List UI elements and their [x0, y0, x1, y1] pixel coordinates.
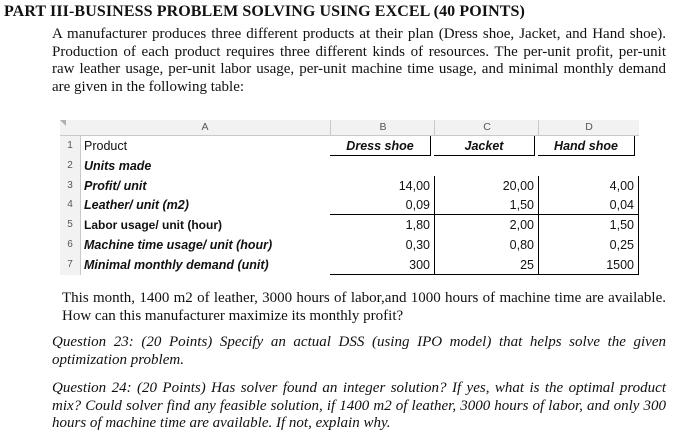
column-header-a[interactable]: A [80, 120, 330, 136]
section-title: PART III-BUSINESS PROBLEM SOLVING USING EXCEL (40 POINTS) [4, 3, 525, 20]
cell-c7[interactable]: 25 [434, 255, 539, 275]
row-number[interactable]: 1 [60, 136, 81, 156]
cell-b3[interactable]: 14,00 [330, 176, 435, 196]
cell-d6[interactable]: 0,25 [538, 235, 639, 255]
cell-b2[interactable] [330, 156, 434, 176]
table-row [60, 255, 638, 275]
table-row [60, 136, 638, 156]
table-row [60, 215, 638, 235]
column-header-c[interactable]: C [434, 120, 539, 136]
row-number[interactable]: 3 [60, 176, 81, 196]
row-number[interactable]: 2 [60, 156, 81, 176]
table-row [60, 176, 638, 196]
table-row [60, 156, 638, 176]
cell-a3[interactable]: Profit/ unit [84, 178, 147, 193]
cell-c3[interactable]: 20,00 [434, 176, 539, 196]
cell-d2[interactable] [538, 156, 638, 176]
row-number[interactable]: 4 [60, 195, 81, 215]
question-24: Question 24: (20 Points) Has solver found an integer solution? If yes, what is the optimal product mix? Could solver find any feasible solution, if 1400 m2 of leather, 3000 hours of labor, and only 300 hours of machine time are available. If not, explain why. [52, 380, 666, 431]
cell-a2[interactable]: Units made [84, 158, 152, 173]
cell-b4[interactable]: 0,09 [330, 195, 435, 215]
cell-b6[interactable]: 0,30 [330, 235, 435, 255]
row-number[interactable]: 6 [60, 235, 81, 255]
intro-paragraph: A manufacturer produces three different products at their plan (Dress shoe, Jacket, and Hand shoe). Production of each product requires three different kinds of resources. The per-unit profit, per-unit raw leather usage, per-unit labor usage, per-unit machine time usage, and minimal monthly demand are given in the following table: [52, 26, 666, 95]
cell-a4[interactable]: Leather/ unit (m2) [84, 198, 189, 213]
cell-d7[interactable]: 1500 [538, 255, 639, 275]
row-number[interactable]: 5 [60, 215, 81, 235]
cell-b7[interactable]: 300 [330, 255, 435, 275]
cell-a1[interactable]: Product [84, 139, 128, 153]
cell-d4[interactable]: 0,04 [538, 195, 639, 215]
cell-a7[interactable]: Minimal monthly demand (unit) [84, 257, 269, 272]
cell-d1[interactable]: Hand shoe [538, 136, 635, 156]
column-header-d[interactable]: D [538, 120, 639, 136]
cell-c1[interactable]: Jacket [434, 136, 535, 156]
cell-d5[interactable]: 1,50 [538, 215, 639, 235]
row-number[interactable]: 7 [60, 255, 81, 275]
select-all-corner[interactable] [60, 120, 81, 136]
cell-c2[interactable] [434, 156, 538, 176]
column-header-b[interactable]: B [330, 120, 435, 136]
cell-d3[interactable]: 4,00 [538, 176, 639, 196]
cell-c6[interactable]: 0,80 [434, 235, 539, 255]
cell-c5[interactable]: 2,00 [434, 215, 539, 235]
cell-b5[interactable]: 1,80 [330, 215, 435, 235]
cell-a6[interactable]: Machine time usage/ unit (hour) [84, 237, 273, 252]
context-paragraph: This month, 1400 m2 of leather, 3000 hours of labor,and 1000 hours of machine time are available. How can this manufacturer maximize its monthly profit? [62, 290, 666, 324]
cell-c4[interactable]: 1,50 [434, 195, 539, 215]
question-23: Question 23: (20 Points) Specify an actual DSS (using IPO model) that helps solve the given optimization problem. [52, 334, 666, 368]
table-row [60, 195, 638, 215]
cell-b1[interactable]: Dress shoe [330, 136, 431, 156]
table-row [60, 235, 638, 255]
cell-a5[interactable]: Labor usage/ unit (hour) [84, 218, 222, 233]
